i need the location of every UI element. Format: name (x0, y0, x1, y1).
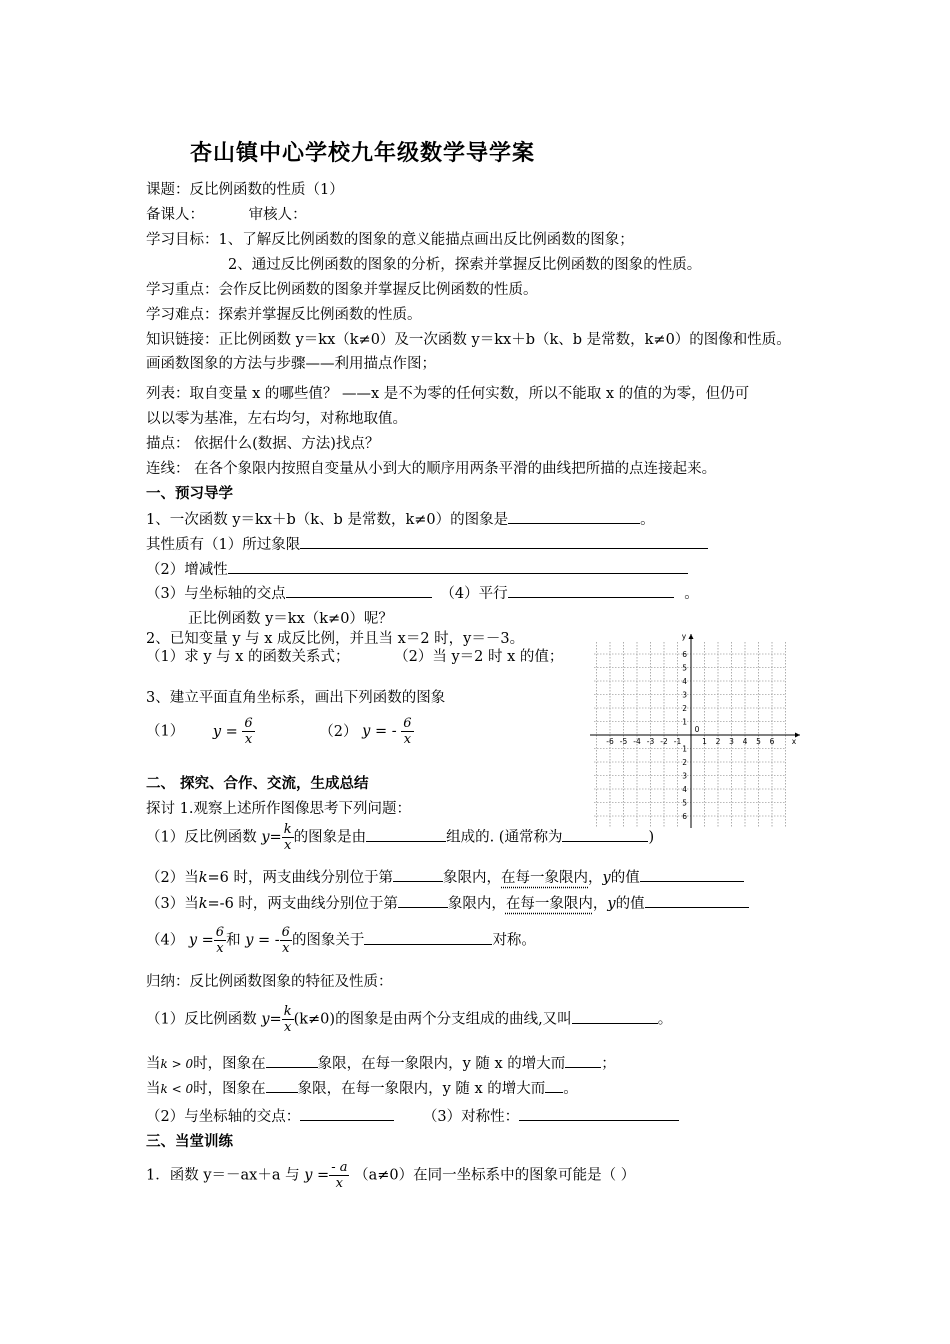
s1-intersect-label: （3）与坐标轴的交点 (146, 586, 286, 602)
d4-text-d: 对称。 (492, 932, 536, 949)
denominator: x (282, 941, 290, 956)
answer-blank[interactable] (565, 1053, 601, 1068)
y-symbol: y (602, 870, 611, 886)
s1-parallel-label: （4）平行 (440, 586, 508, 602)
numerator: k (283, 1004, 292, 1019)
s3 (146, 1077, 578, 1098)
topic: 课题：反比例函数的性质（1） (146, 182, 344, 198)
x-tick-label: -4 (633, 737, 641, 746)
d3-text-b: =-6 时，两支曲线分别位于第 (207, 896, 398, 912)
d3-text-f: 的值 (615, 896, 645, 912)
k-symbol: k (198, 896, 208, 912)
d2-text-b: =6 时，两支曲线分别位于第 (207, 870, 394, 886)
s1-q2a: （1）求 y 与 x 的函数关系式； (146, 649, 350, 665)
y-axis-arrow (689, 634, 694, 639)
x-tick-label: 1 (702, 737, 707, 746)
y-tick-label: 1 (682, 744, 687, 754)
s1-text-c: 。 (657, 1011, 673, 1028)
discuss-1: 探讨 1.观察上述所作图像思考下列问题： (146, 801, 411, 817)
neg-a-over-x (329, 1160, 349, 1191)
section-2-heading: 二、 探究、合作、交流，生成总结 (146, 775, 369, 792)
practice-q1-text-b: （a≠0）在同一坐标系中的图象可能是（ ） (354, 1167, 636, 1184)
preparer-label: 备课人： (146, 207, 204, 223)
answer-blank[interactable] (562, 827, 648, 842)
f2-y: y = - (362, 723, 397, 740)
s1-mono (146, 558, 688, 579)
f2-fraction (401, 716, 413, 747)
x-tick-label: -2 (660, 737, 668, 746)
d3-text-c: 象限内， (447, 896, 506, 912)
six-over-x (280, 925, 292, 956)
x-tick-label: 3 (729, 737, 734, 746)
y-tick-label: 6 (682, 650, 687, 659)
d4-text-c: 的图象关于 (291, 932, 365, 949)
k-symbol: k (198, 870, 208, 886)
d1-text-a: （1）反比例函数 (146, 829, 257, 846)
answer-blank[interactable] (266, 1053, 318, 1068)
d4-y: y = (188, 932, 214, 949)
s1-q1-end: 。 (640, 512, 655, 528)
numerator: - a (331, 1160, 348, 1175)
answer-blank[interactable] (366, 827, 446, 842)
s1-q2-parts (146, 645, 563, 666)
denominator: x (335, 1176, 343, 1191)
s3-text-c: 象限，在每一象限内，y 随 x 的增大而 (297, 1081, 546, 1097)
d4 (146, 925, 536, 956)
s2 (146, 1052, 616, 1073)
s3-text-b: 时，图象在 (193, 1081, 266, 1097)
s1-props-label: 其性质有（1）所过象限 (146, 537, 301, 553)
d2-text-f: 的值 (610, 870, 640, 886)
d4-y-neg: y = - (245, 932, 280, 949)
s1-q1 (146, 508, 655, 529)
answer-blank[interactable] (519, 1106, 679, 1121)
tick-labels (606, 632, 797, 821)
x-tick-label: -3 (646, 737, 655, 746)
y-tick-label: 5 (682, 798, 687, 808)
section-1-heading: 一、预习导学 (146, 485, 233, 502)
page-title: 杏山镇中心学校九年级数学导学案 (190, 140, 536, 166)
practice-q1: 1．函数 y＝－ax＋a 与 y = $\frac{- a}{x}$ （a≠0）在同一坐标系中的图象可能是（ ） (146, 1160, 636, 1191)
y-tick-label: 2 (682, 704, 687, 713)
k-lt-zero: k < 0 (160, 1082, 194, 1096)
method: 画函数图象的方法与步骤——利用描点作图； (146, 356, 436, 372)
s1-intersect (146, 582, 699, 603)
goal-2: 2、通过反比例函数的图象的分析，探索并掌握反比例函数的图象的性质。 (228, 257, 702, 273)
s1-text-a: （1）反比例函数 (146, 1011, 257, 1028)
denominator: x (403, 732, 412, 747)
origin-label: 0 (694, 725, 700, 734)
denominator: x (283, 838, 292, 853)
s1: （1）反比例函数 y= $\frac{k}{x}$ (k≠0)的图象是由两个分支组成的曲线,又叫 。 (146, 1004, 673, 1035)
numerator: 6 (215, 925, 225, 940)
s3-text-d: 。 (563, 1081, 578, 1097)
x-axis-label: x (791, 737, 797, 746)
answer-blank[interactable] (300, 1106, 394, 1121)
y-tick-label: 3 (682, 690, 687, 700)
y-tick-label: 4 (682, 785, 687, 794)
goals-row (146, 228, 634, 249)
f1-label: （1） (146, 723, 185, 740)
s4 (146, 1105, 679, 1126)
y-tick-label: 3 (682, 771, 687, 781)
answer-blank[interactable] (393, 867, 443, 882)
denominator: x (244, 732, 253, 747)
y-symbol: y (607, 896, 616, 912)
connect-step: 连线： 在各个象限内按照自变量从小到大的顺序用两条平滑的曲线把所描的点连接起来。 (146, 461, 717, 477)
f2-label: （2） (319, 723, 358, 740)
x-tick-label: 4 (742, 737, 748, 746)
s1-functions (146, 716, 414, 747)
d4-text-b: 和 (226, 932, 241, 949)
y-tick-label: 4 (682, 677, 687, 686)
d1-text-b: 的图象是由 (293, 829, 367, 846)
answer-blank[interactable] (508, 583, 674, 598)
answer-blank[interactable] (545, 1078, 563, 1093)
goal-1: 1、了解反比例函数的图象的意义能描点画出反比例函数的图象； (218, 232, 634, 248)
answer-blank[interactable] (228, 559, 688, 574)
s2-text-d: ； (601, 1056, 616, 1072)
y-tick-label: 5 (682, 663, 687, 673)
s1-text-b: (k≠0)的图象是由两个分支组成的曲线,又叫 (293, 1011, 572, 1028)
answer-blank[interactable] (640, 867, 744, 882)
y-tick-label: 1 (682, 717, 687, 727)
summary: 归纳：反比例函数图象的特征及性质： (146, 974, 393, 990)
s2-text-c: 象限，在每一象限内，y 随 x 的增大而 (317, 1056, 566, 1072)
y-tick-label: 6 (682, 812, 687, 821)
s1-q2: 2、已知变量 y 与 x 成反比例，并且当 x＝2 时，y＝－3。 (146, 631, 525, 647)
s3-text-a: 当 (146, 1081, 161, 1097)
reviewer-label: 审核人： (248, 207, 307, 223)
table-step-1: 列表：取自变量 x 的哪些值？ ——x 是不为零的任何实数，所以不能取 x 的值的为零，但仍可 (146, 386, 750, 402)
d4-text-a: （4） (146, 932, 185, 949)
f1-fraction (242, 716, 254, 747)
d1-text-d: ) (648, 829, 655, 846)
answer-blank[interactable] (572, 1009, 658, 1024)
d3 (146, 892, 749, 913)
x-tick-label: -5 (619, 737, 628, 746)
key-point: 学习重点：会作反比例函数的图象并掌握反比例函数的性质。 (146, 282, 538, 298)
difficulty: 学习难点：探索并掌握反比例函数的性质。 (146, 307, 422, 323)
section-3-heading: 三、当堂训练 (146, 1133, 233, 1150)
answer-blank[interactable] (300, 534, 708, 549)
answer-blank[interactable] (508, 509, 640, 524)
s2-text-b: 时，图象在 (193, 1056, 266, 1072)
x-tick-label: -1 (673, 737, 682, 746)
numerator: 6 (244, 716, 253, 731)
answer-blank[interactable] (286, 583, 432, 598)
x-tick-label: 5 (756, 737, 761, 746)
plot-step: 描点： 依据什么(数据、方法)找点？ (146, 436, 380, 452)
d3-emphasis: 在每一象限内 (505, 896, 593, 912)
d1-text-c: 组成的. (通常称为 (446, 829, 563, 846)
s1-parallel-end: 。 (684, 586, 699, 602)
y-tick-label: 2 (682, 758, 687, 767)
s1-q3: 3、建立平面直角坐标系，画出下列函数的图象 (146, 690, 446, 706)
x-tick-label: 6 (769, 737, 775, 746)
s4-text-b: （3）对称性： (422, 1109, 520, 1125)
x-tick-label: 2 (715, 737, 721, 746)
preparer-row (146, 203, 307, 224)
k-over-x (282, 1004, 294, 1035)
k-over-x (282, 822, 294, 853)
d1: （1）反比例函数 y= $\frac{k}{x}$ 的图象是由 组成的. (通常称为 ) (146, 822, 655, 853)
x-tick-label: -6 (606, 737, 614, 746)
s2-text-a: 当 (146, 1056, 161, 1072)
d2-text-a: （2）当 (146, 870, 199, 886)
table-step-2: 以以零为基准，左右均匀，对称地取值。 (146, 411, 407, 427)
f1-y: y = (212, 723, 238, 740)
d3-comma: ， (592, 896, 608, 912)
s1-q1-text: 1、一次函数 y＝kx＋b（k、b 是常数，k≠0）的图象是 (146, 512, 509, 528)
s1-mono-label: （2）增减性 (146, 562, 228, 578)
answer-blank[interactable] (398, 893, 448, 908)
answer-blank[interactable] (364, 930, 492, 945)
answer-blank[interactable] (645, 893, 749, 908)
numerator: 6 (403, 716, 412, 731)
goals-label: 学习目标： (146, 232, 219, 248)
k-gt-zero: k > 0 (160, 1057, 194, 1071)
denominator: x (283, 1020, 292, 1035)
d3-text-a: （3）当 (146, 896, 199, 912)
answer-blank[interactable] (266, 1078, 298, 1093)
d2-comma: ， (588, 870, 603, 886)
y-axis-label: y (681, 632, 687, 641)
s4-text-a: （2）与坐标轴的交点： (146, 1109, 301, 1125)
six-over-x (214, 925, 226, 956)
s1-q2b: （2）当 y＝2 时 x 的值； (394, 649, 564, 665)
d2-text-c: 象限内， (443, 870, 502, 886)
d2-emphasis: 在每一象限内 (501, 870, 589, 886)
s1-props (146, 533, 708, 554)
practice-q1-text-a: 1．函数 y＝－ax＋a 与 (146, 1167, 300, 1184)
denominator: x (216, 941, 224, 956)
knowledge-link: 知识链接：正比例函数 y＝kx（k≠0）及一次函数 y＝kx＋b（k、b 是常数，k≠0）的图像和性质。 (146, 332, 791, 348)
s1-direct: 正比例函数 y＝kx（k≠0）呢？ (188, 611, 393, 627)
d2 (146, 866, 744, 887)
coordinate-grid[interactable] (588, 630, 808, 830)
numerator: 6 (281, 925, 290, 940)
numerator: k (283, 822, 292, 837)
